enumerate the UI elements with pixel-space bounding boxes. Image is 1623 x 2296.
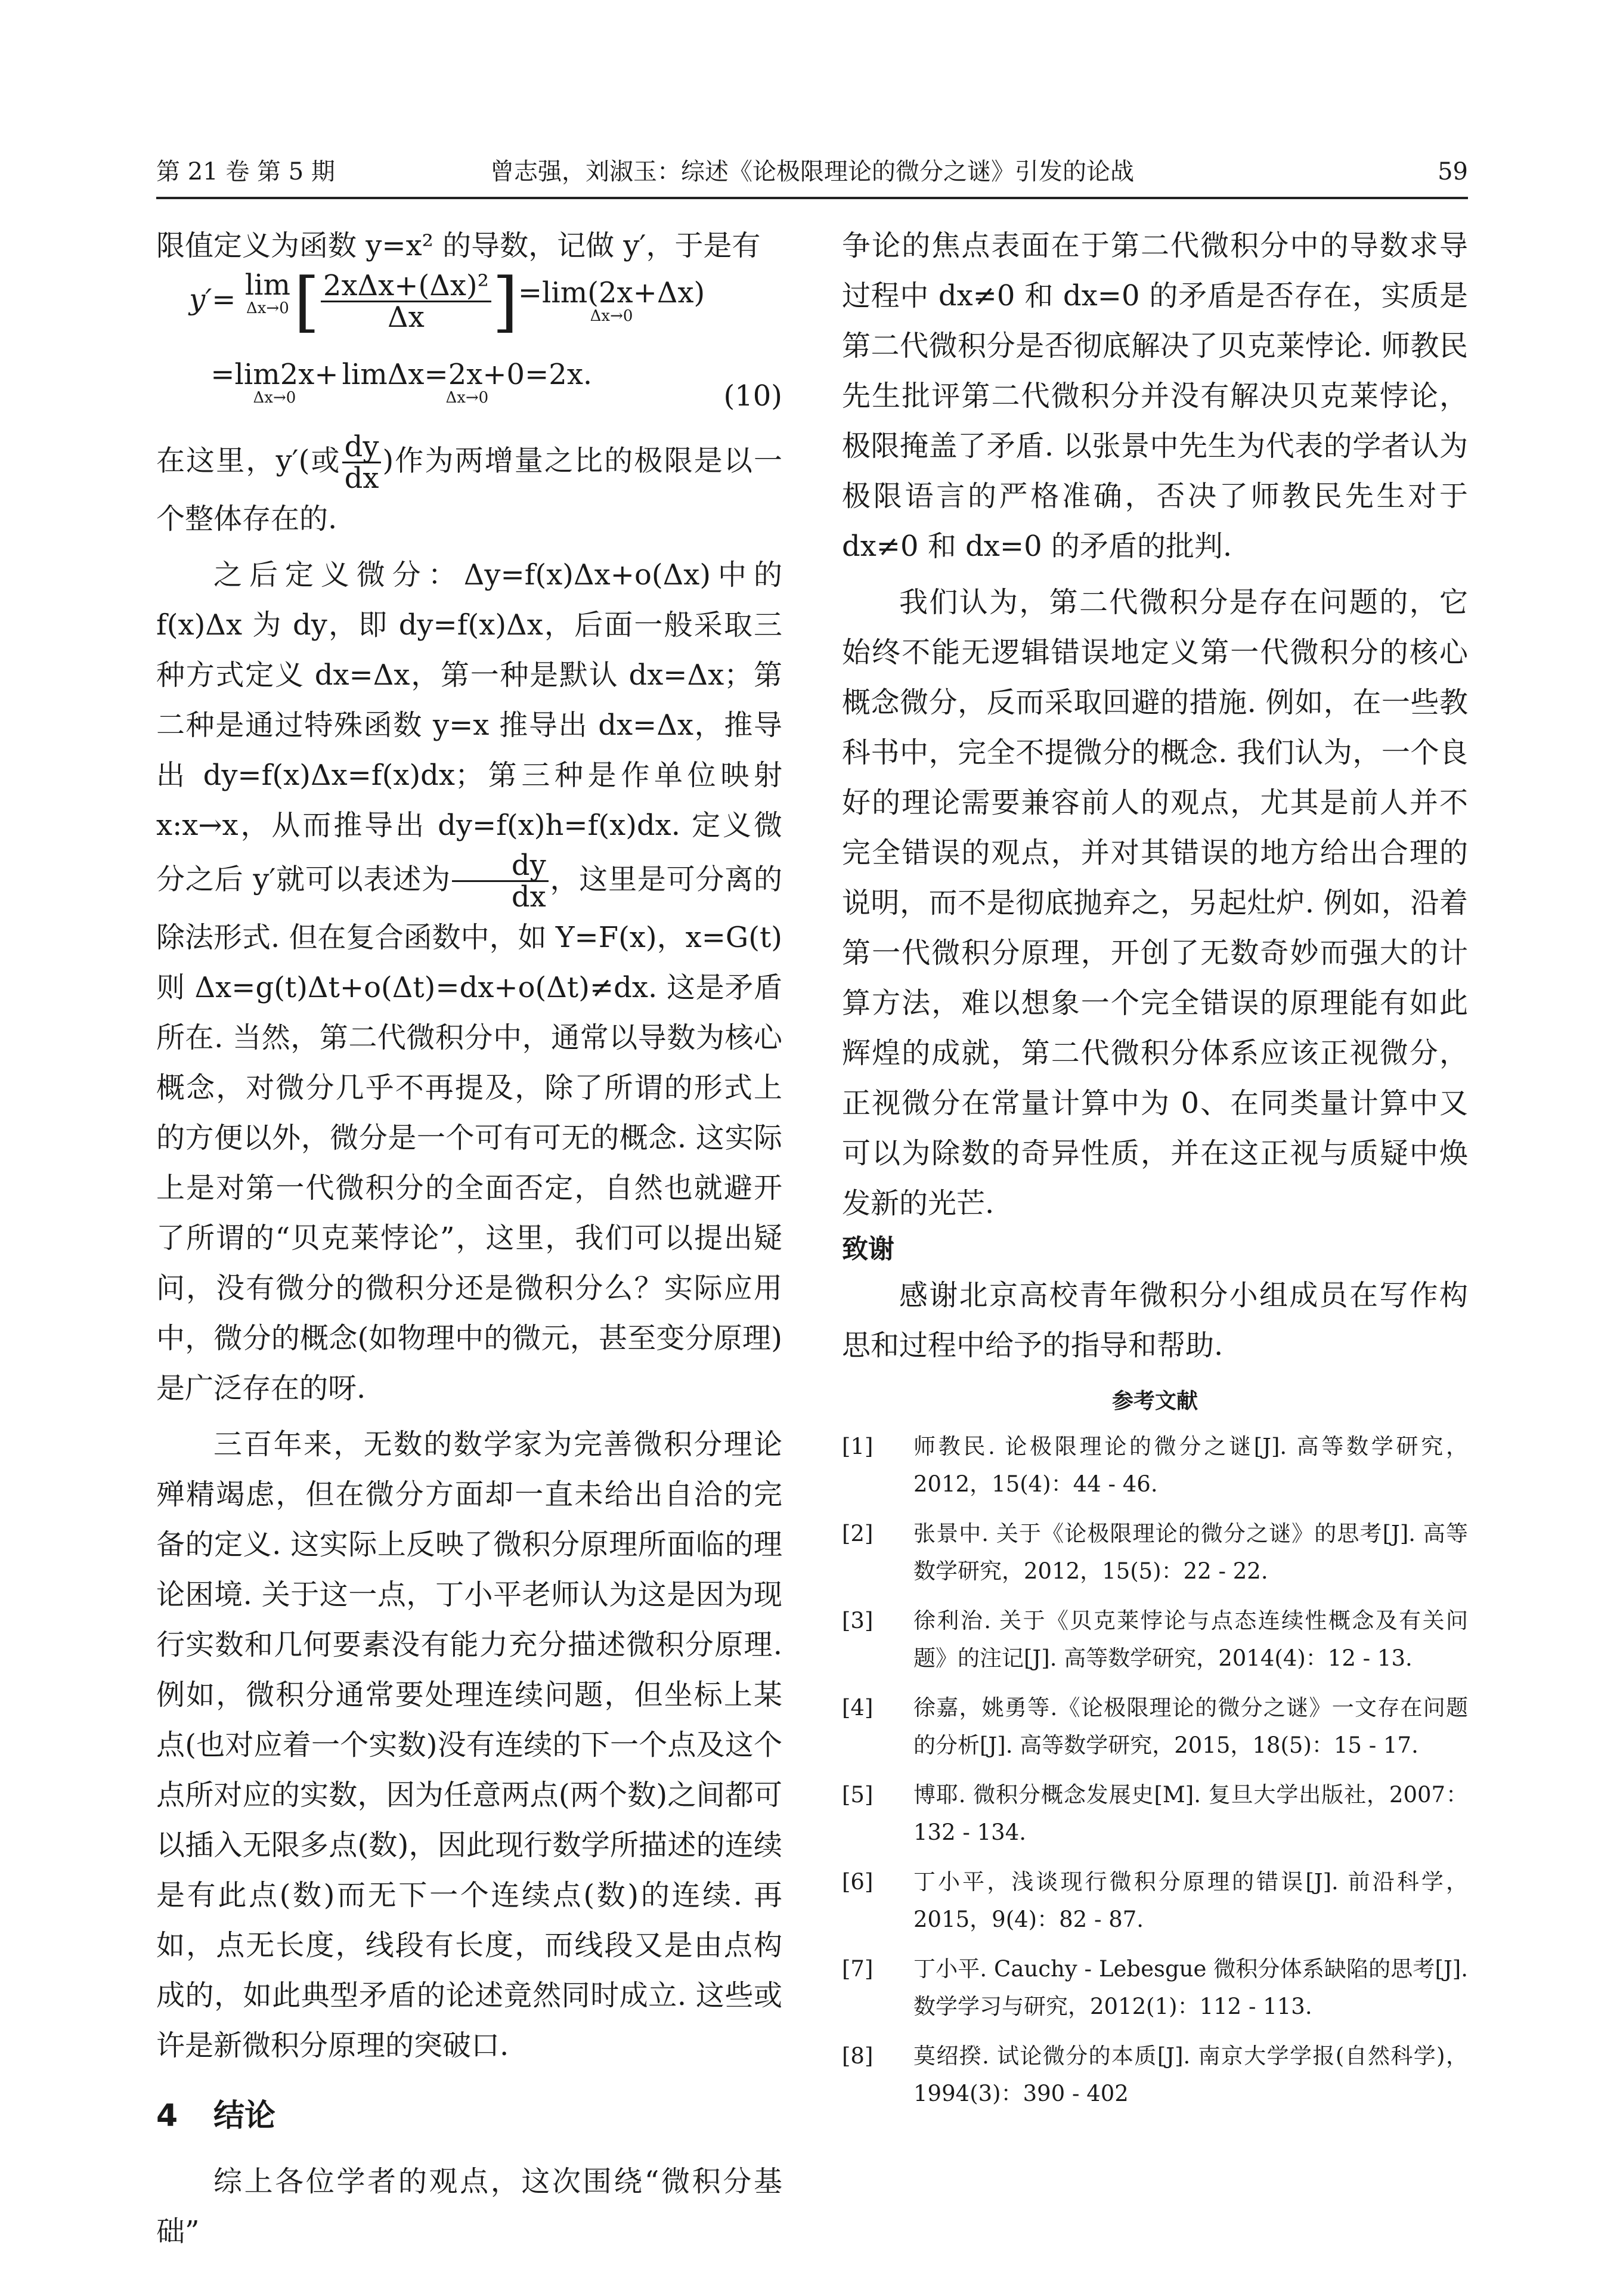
reference-text: 徐利治. 关于《贝克莱悖论与点态连续性概念及有关问题》的注记[J]. 高等数学研究，2014(4)：12 - 13. [913,1608,1468,1671]
limit-sum-b-text: limΔx=2x+0=2x. [342,358,593,391]
paragraph-debate-focus: 争论的焦点表面在于第二代微积分中的导数求导过程中 dx≠0 和 dx=0 的矛盾是否存在，实质是第二代微积分是否彻底解决了贝克莱悖论. 师教民先生批评第二代微积分并没有解决贝克莱悖论，极限掩盖了矛盾. 以张景中先生为代表的学者认为极限语言的严格准确，否决了师教民先生对于 dx≠0 和 dx=0 的矛盾的批判. [842,229,1468,563]
limit-rhs [518,276,705,325]
reference-number: [8] [842,2043,874,2069]
text-segment: 在这里，y′(或 [156,444,341,478]
reference-item [842,1689,1468,1764]
limit-sum-a [210,360,338,407]
paragraph-three-hundred-years: 三百年来，无数的数学家为完善微积分理论殚精竭虑，但在微分方面却一直未给出自洽的完备的定义. 这实际上反映了微积分原理所面临的理论困境. 关于这一点，丁小平老师认为这是因为现行实数和几何要素没有能力充分描述微积分原理. 例如，微积分通常要处理连续问题，但坐标上某点(也对应着一个实数)没有连续的下一个点及这个点所对应的实数，因为任意两点(两个数)之间都可以插入无限多点(数)，因此现行数学所描述的连续是有此点(数)而无下一个连续点(数)的连续. 再如，点无长度，线段有长度，而线段又是由点构成的，如此典型矛盾的论述竟然同时成立. 这些或许是新微积分原理的突破口. [156,1427,782,2062]
paragraph-derivative-intro: 限值定义为函数 y=x² 的导数，记做 y′，于是有 [156,229,761,262]
page-number: 59 [1438,158,1468,185]
limit-sum-a-subscript: Δx→0 [253,389,296,407]
running-header [156,154,1468,190]
paragraph-conclusion-start: 综上各位学者的观点，这次围绕“微积分基础” [156,2164,782,2248]
reference-number: [6] [842,1869,874,1895]
reference-text: 徐嘉，姚勇等.《论极限理论的微分之谜》一文存在问题的分析[J]. 高等数学研究，2015，18(5)：15 - 17. [913,1695,1468,1758]
limit-sum-b-subscript: Δx→0 [445,389,489,407]
right-column [842,221,1468,2124]
reference-number: [7] [842,1956,874,1982]
reference-text: 师教民. 论极限理论的微分之谜[J]. 高等数学研究，2012，15(4)：44 - 46. [913,1434,1468,1497]
reference-list [842,1428,1468,2112]
reference-text: 莫绍揆. 试论微分的本质[J]. 南京大学学报(自然科学)，1994(3)：390 - 402 [913,2043,1468,2106]
eq-lhs: y′= [189,283,236,317]
reference-item [842,1428,1468,1503]
limit-subscript: Δx→0 [246,299,289,317]
reference-number: [1] [842,1434,874,1459]
acknowledgement-text: 感谢北京高校青年微积分小组成员在写作构思和过程中给予的指导和帮助. [842,1279,1468,1362]
text-segment: )作为两增量之比的极限是以一个整体存在的. [156,444,782,536]
reference-number: [2] [842,1521,874,1546]
text-segment: 之后定义微分：Δy=f(x)Δx+o(Δx)中的 f(x)Δx 为 dy，即 dy=f(x)Δx，后面一般采取三种方式定义 dx=Δx，第一种是默认 dx=Δx；第二种是通过特殊函数 y=x 推导出 dx=Δx，推导出 dy=f(x)Δx=f(x)dx；第三种是作单位映射 x:x→x，从而推导出 dy=f(x)h=f(x)dx. 定义微分之后 y′就可以表述为 [156,558,782,896]
reference-text: 丁小平，浅谈现行微积分原理的错误[J]. 前沿科学，2015，9(4)：82 - 87. [913,1869,1468,1932]
acknowledgement-heading: 致谢 [842,1234,894,1264]
reference-number: [4] [842,1695,874,1721]
reference-item [842,1950,1468,2025]
reference-number: [5] [842,1782,874,1808]
fraction-numerator: dy [342,432,382,463]
fraction-denominator: dx [511,880,546,914]
limit-operator: lim Δx→0 [244,268,290,317]
left-bracket: [ [293,263,320,340]
reference-item [842,1515,1468,1590]
difference-quotient [321,271,491,333]
limit-rhs-subscript: Δx→0 [590,307,633,325]
section-number: 4 [156,2097,178,2134]
paragraph-derivative-ratio [156,432,782,544]
fraction-numerator: dy [452,850,549,882]
limit-sum-b [342,360,593,407]
reference-item [842,1863,1468,1938]
reference-text: 丁小平. Cauchy - Lebesgue 微积分体系缺陷的思考[J]. 数学学习与研究，2012(1)：112 - 113. [913,1956,1468,2019]
reference-item [842,1602,1468,1677]
reference-item [842,1776,1468,1851]
references-heading: 参考文献 [1111,1389,1198,1413]
reference-text: 博耶. 微积分概念发展史[M]. 复旦大学出版社，2007：132 - 134. [913,1782,1468,1845]
equation-10-line-1 [156,263,782,360]
section-heading-conclusion [156,2091,782,2141]
fraction-denominator: dx [344,462,379,496]
limit-rhs-text: =lim(2x+Δx) [518,276,705,310]
reference-text: 张景中. 关于《论极限理论的微分之谜》的思考[J]. 高等数学研究，2012，15(5)：22 - 22. [913,1521,1468,1584]
fraction-denominator: Δx [388,301,425,335]
volume-issue: 第 21 卷 第 5 期 [156,158,335,185]
limit-sum-a-text: =lim2x+ [210,358,339,391]
equation-number: (10) [723,379,782,413]
paragraph-differential-definition [156,550,782,1413]
text-segment: ，这里是可分离的除法形式. 但在复合函数中，如 Y=F(x)，x=G(t)则 Δx=g(t)Δt+o(Δt)=dx+o(Δt)≠dx. 这是矛盾所在. 当然，第二代微积分中，通常以导数为核心概念，对微分几乎不再提及，除了所谓的形式上的方便以外，微分是一个可有可无的概念. 这实际上是对第一代微积分的全面否定，自然也就避开了所谓的“贝克莱悖论”，这里，我们可以提出疑问，没有微分的微积分还是微积分么？实际应用中，微分的概念(如物理中的微元，甚至变分原理)是广泛存在的呀. [156,862,782,1405]
equation-10-line-2 [156,360,782,432]
right-bracket: ] [492,263,518,340]
reference-number: [3] [842,1608,874,1633]
section-title: 结论 [213,2097,276,2134]
left-column [156,221,782,2257]
reference-item [842,2037,1468,2112]
paragraph-our-view: 我们认为，第二代微积分是存在问题的，它始终不能无逻辑错误地定义第一代微积分的核心概念微分，反而采取回避的措施. 例如，在一些教科书中，完全不提微分的概念. 我们认为，一个良好的理论需要兼容前人的观点，尤其是前人并不完全错误的观点，并对其错误的地方给出合理的说明，而不是彻底抛弃之，另起灶炉. 例如，沿着第一代微积分原理，开创了无数奇妙而强大的计算方法，难以想象一个完全错误的原理能有如此辉煌的成就，第二代微积分体系应该正视微分，正视微分在常量计算中为 0、在同类量计算中又可以为除数的奇异性质，并在这正视与质疑中焕发新的光芒. [842,586,1468,1220]
dy-dx-fraction [452,850,549,912]
running-title: 曾志强，刘淑玉：综述《论极限理论的微分之谜》引发的论战 [490,158,1134,185]
dy-dx-fraction [342,432,382,494]
header-rule [156,197,1468,199]
fraction-numerator: 2xΔx+(Δx)² [321,271,491,302]
